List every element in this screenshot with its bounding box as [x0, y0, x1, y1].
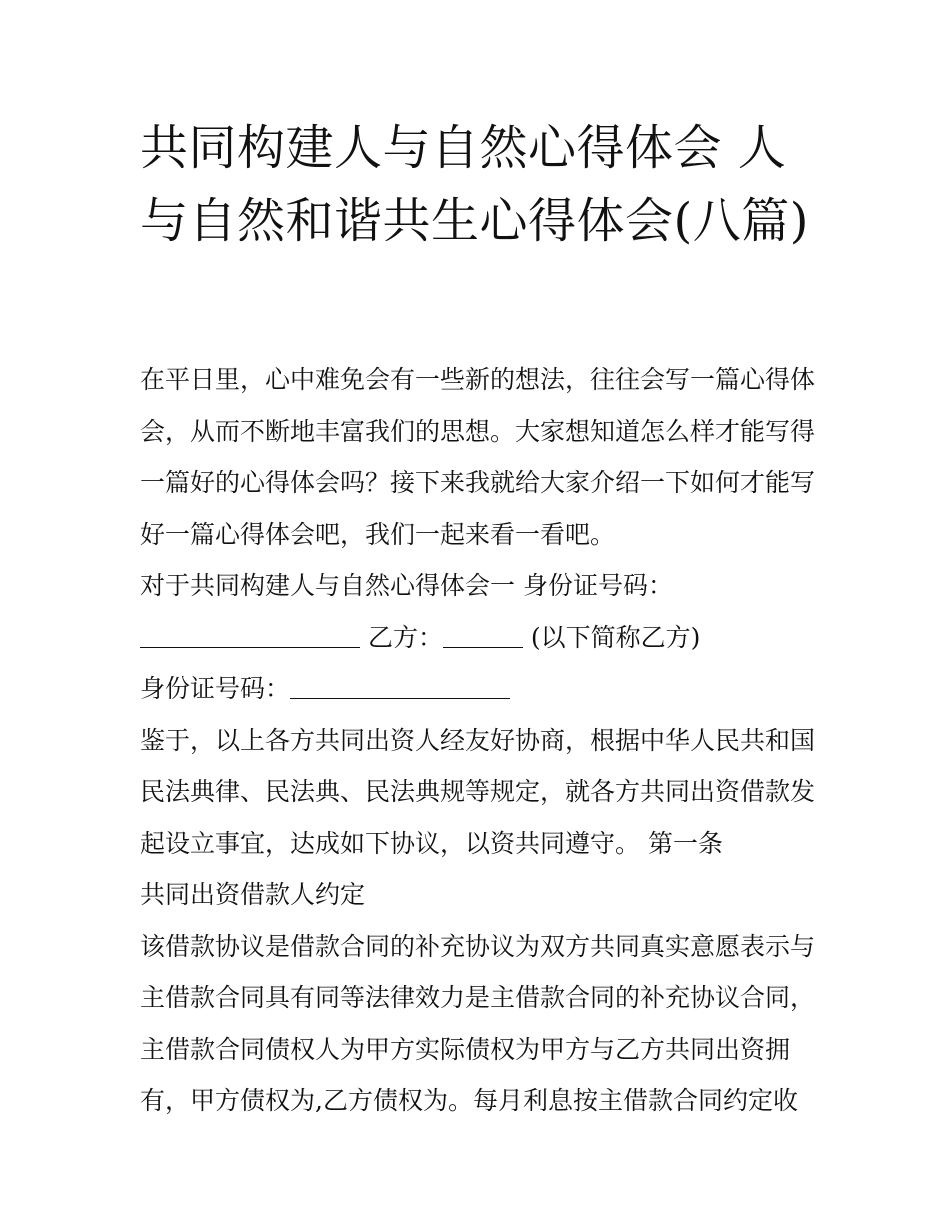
paragraph-line: 主借款合同具有同等法律效力是主借款合同的补充协议合同，	[140, 983, 816, 1012]
paragraph-line: 主借款合同债权人为甲方实际债权为甲方与乙方共同出资拥	[140, 1034, 791, 1064]
document-body	[140, 354, 820, 1127]
paragraph-line: 好一篇心得体会吧，我们一起来看一看吧。	[140, 519, 616, 549]
id-number-blank	[290, 672, 510, 699]
paragraph-line: 民法典律、民法典、民法典规等规定，就各方共同出资借款发	[140, 777, 816, 806]
section-heading-line: 共同出资借款人约定	[140, 880, 366, 909]
party-b-label: 乙方：	[360, 622, 443, 652]
paragraph-line: 对于共同构建人与自然心得体会一 身份证号码：	[140, 571, 673, 600]
paragraph-line: 在平日里，心中难免会有一些新的想法，往往会写一篇心得体	[140, 365, 816, 394]
document-title: 共同构建人与自然心得体会 人与自然和谐共生心得体会(八篇)	[140, 120, 809, 249]
paragraph-line: 一篇好的心得体会吗？接下来我就给大家介绍一下如何才能写	[140, 468, 816, 497]
paragraph-line: 会，从而不断地丰富我们的思想。大家想知道怎么样才能写得	[140, 416, 816, 446]
id-number-blank	[140, 621, 360, 648]
paragraph-line: 起设立事宜，达成如下协议，以资共同遵守。 第一条	[140, 828, 723, 858]
party-b-name-blank	[443, 621, 523, 648]
id-number-label: 身份证号码：	[140, 674, 291, 703]
paragraph-line: 有，甲方债权为,乙方债权为。每月利息按主借款合同约定收	[140, 1086, 798, 1115]
party-b-suffix: (以下简称乙方)	[522, 622, 701, 652]
form-line-party-b	[140, 612, 820, 664]
form-line-id-number	[140, 663, 820, 715]
paragraph-line: 鉴于，以上各方共同出资人经友好协商，根据中华人民共和国	[140, 725, 816, 755]
paragraph-line: 该借款协议是借款合同的补充协议为双方共同真实意愿表示与	[140, 931, 816, 961]
